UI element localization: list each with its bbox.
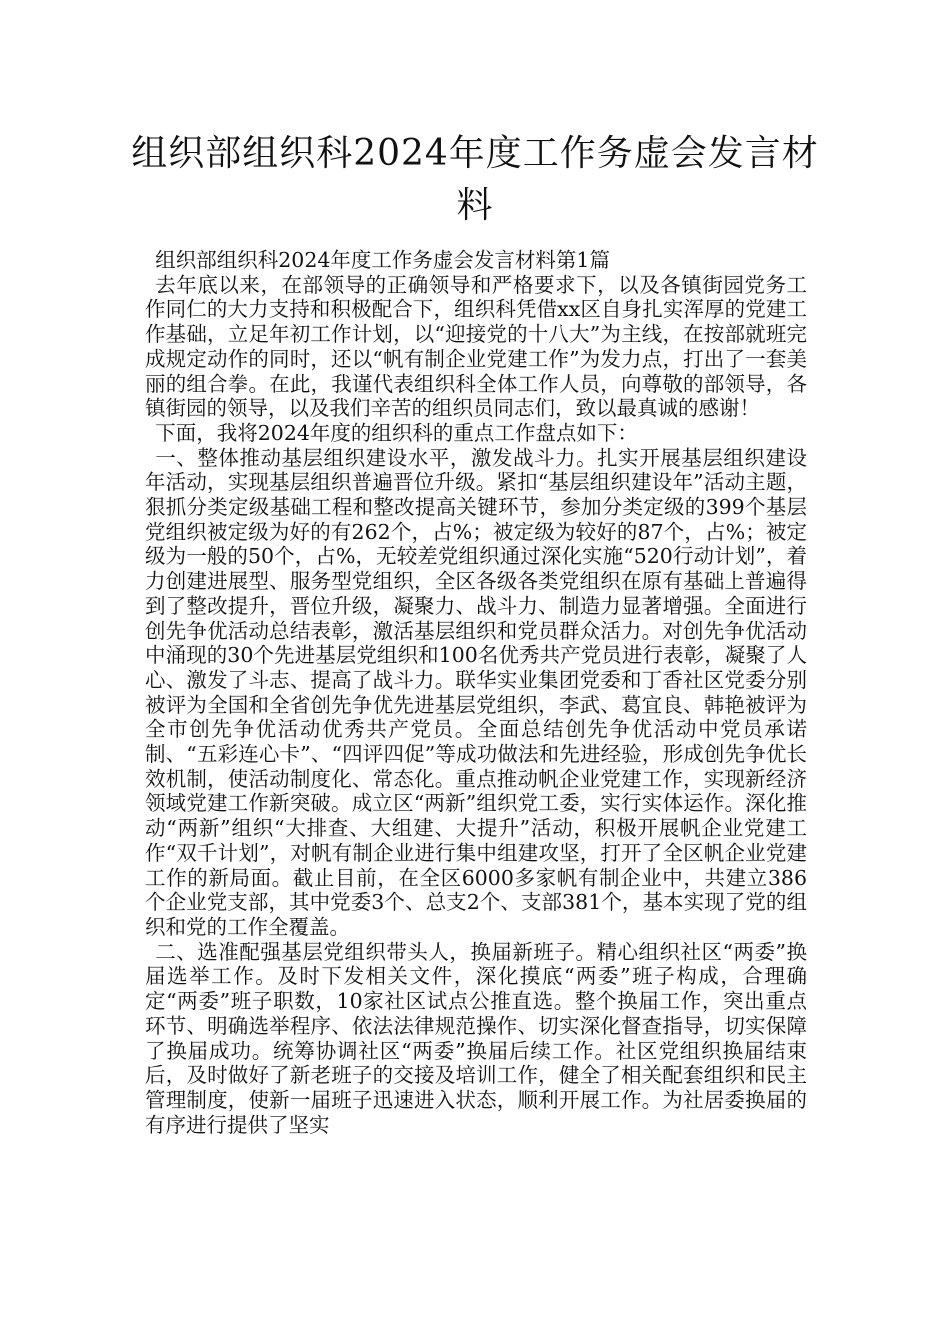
paragraph-section-one: 一、整体推动基层组织建设水平，激发战斗力。扎实开展基层组织建设年活动，实现基层组织普遍晋位升级。紧扣“基层组织建设年”活动主题，狠抓分类定级基础工程和整改提高关键环节，参加分类定级的399个基层党组织被定级为好的有262个，占%；被定级为较好的87个，占%；被定级为一般的50个，占%，无较差党组织通过深化实施“520行动计划”，着力创建进展型、服务型党组织，全区各级各类党组织在原有基础上普遍得到了整改提升，晋位升级，凝聚力、战斗力、制造力显著增强。全面进行创先争优活动总结表彰，激活基层组织和党员群众活力。对创先争优活动中涌现的30个先进基层党组织和100名优秀共产党员进行表彰，凝聚了人心、激发了斗志、提高了战斗力。联华实业集团党委和丁香社区党委分别被评为全国和全省创先争优先进基层党组织，李武、葛宜良、韩艳被评为全市创先争优活动优秀共产党员。全面总结创先争优活动中党员承诺制、“五彩连心卡”、“四评四促”等成功做法和先进经验，形成创先争优长效机制，使活动制度化、常态化。重点推动帆企业党建工作，实现新经济领域党建工作新突破。成立区“两新”组织党工委，实行实体运作。深化推动“两新”组织“大排查、大组建、大提升”活动，积极开展帆企业党建工作“双千计划”，对帆有制企业进行集中组建攻坚，打开了全区帆企业党建工作的新局面。截止目前，在全区6000多家帆有制企业中，共建立386个企业党支部，其中党委3个、总支2个、支部381个，基本实现了党的组织和党的工作全覆盖。 bbox=[145, 445, 807, 939]
paragraph-overview: 下面，我将2024年度的组织科的重点工作盘点如下： bbox=[155, 420, 638, 445]
document-body bbox=[145, 248, 807, 1137]
document-title: 组织部组织科2024年度工作务虚会发言材料 bbox=[131, 133, 819, 226]
paragraph-section-two: 二、选准配强基层党组织带头人，换届新班子。精心组织社区“两委”换届选举工作。及时下发相关文件，深化摸底“两委”班子构成，合理确定“两委”班子职数，10家社区试点公推直选。整个换届工作，突出重点环节、明确选举程序、依法法律规范操作、切实深化督查指导，切实保障了换届成功。统筹协调社区“两委”换届后续工作。社区党组织换届结束后，及时做好了新老班子的交接及培训工作，健全了相关配套组织和民主管理制度，使新一届班子迅速进入状态，顺利开展工作。为社居委换届的有序进行提供了坚实 bbox=[145, 939, 807, 1137]
document-subtitle: 组织部组织科2024年度工作务虚会发言材料第1篇 bbox=[155, 248, 610, 272]
paragraph-intro: 去年底以来，在部领导的正确领导和严格要求下，以及各镇街园党务工作同仁的大力支持和积极配合下，组织科凭借xx区自身扎实浑厚的党建工作基础，立足年初工作计划，以“迎接党的十八大”为主线，在按部就班完成规定动作的同时，还以“帆有制企业党建工作”为发力点，打出了一套美丽的组合拳。在此，我谨代表组织科全体工作人员，向尊敬的部领导，各镇街园的领导，以及我们辛苦的组织员同志们，致以最真诚的感谢！ bbox=[145, 272, 807, 421]
